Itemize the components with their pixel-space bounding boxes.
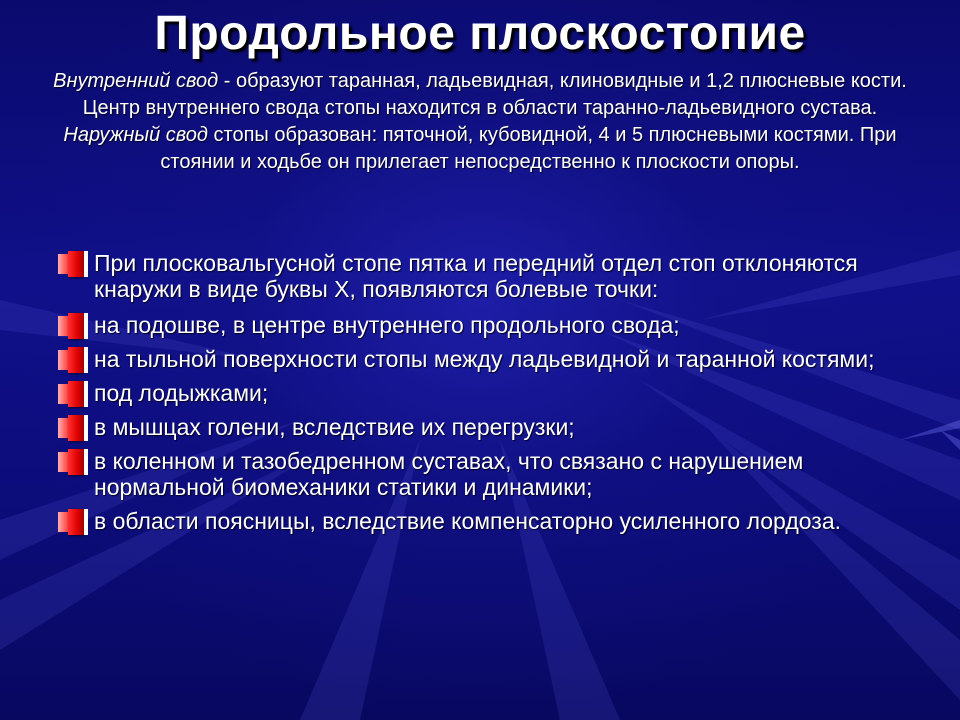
- list-item-text: на подошве, в центре внутреннего продольного свода;: [94, 312, 680, 338]
- inner-arch-term: Внутренний свод: [53, 70, 219, 92]
- list-item: [58, 312, 908, 338]
- list-item: [58, 250, 908, 302]
- inner-arch-text: - образуют таранная, ладьевидная, клиновидные и 1,2 плюсневые кости. Центр внутреннего свода стопы находится в области таранно-ладьевидного сустава.: [82, 70, 907, 119]
- list-item-text: в коленном и тазобедренном суставах, что связано с нарушением нормальной биомеханики статики и динамики;: [94, 448, 804, 500]
- red-square-bullet-icon: [58, 509, 90, 533]
- red-square-bullet-icon: [58, 313, 90, 337]
- red-square-bullet-icon: [58, 381, 90, 405]
- list-item-text: в области поясницы, вследствие компенсаторно усиленного лордоза.: [94, 508, 842, 534]
- list-item-text: под лодыжками;: [94, 380, 269, 406]
- bullet-list: [58, 250, 908, 542]
- outer-arch-text: стопы образован: пяточной, кубовидной, 4 и 5 плюсневыми костями. При стоянии и ходьбе он прилегает непосредственно к плоскости опоры.: [160, 124, 897, 173]
- outer-arch-paragraph: [40, 122, 920, 176]
- outer-arch-term: Наружный свод: [63, 124, 208, 146]
- list-item: [58, 346, 908, 372]
- list-item-text: в мышцах голени, вследствие их перегрузки;: [94, 414, 575, 440]
- red-square-bullet-icon: [58, 251, 90, 275]
- red-square-bullet-icon: [58, 347, 90, 371]
- list-item: [58, 414, 908, 440]
- red-square-bullet-icon: [58, 449, 90, 473]
- list-item: [58, 448, 908, 500]
- slide-title: Продольное плоскостопие: [154, 7, 806, 60]
- list-item-text: на тыльной поверхности стопы между ладьевидной и таранной костями;: [94, 346, 875, 372]
- list-item: [58, 380, 908, 406]
- list-item-text: При плосковальгусной стопе пятка и передний отдел стоп отклоняются кнаружи в виде буквы X, появляются болевые точки:: [94, 250, 858, 302]
- red-square-bullet-icon: [58, 415, 90, 439]
- inner-arch-paragraph: [40, 68, 920, 122]
- list-item: [58, 508, 908, 534]
- intro-block: [40, 68, 920, 176]
